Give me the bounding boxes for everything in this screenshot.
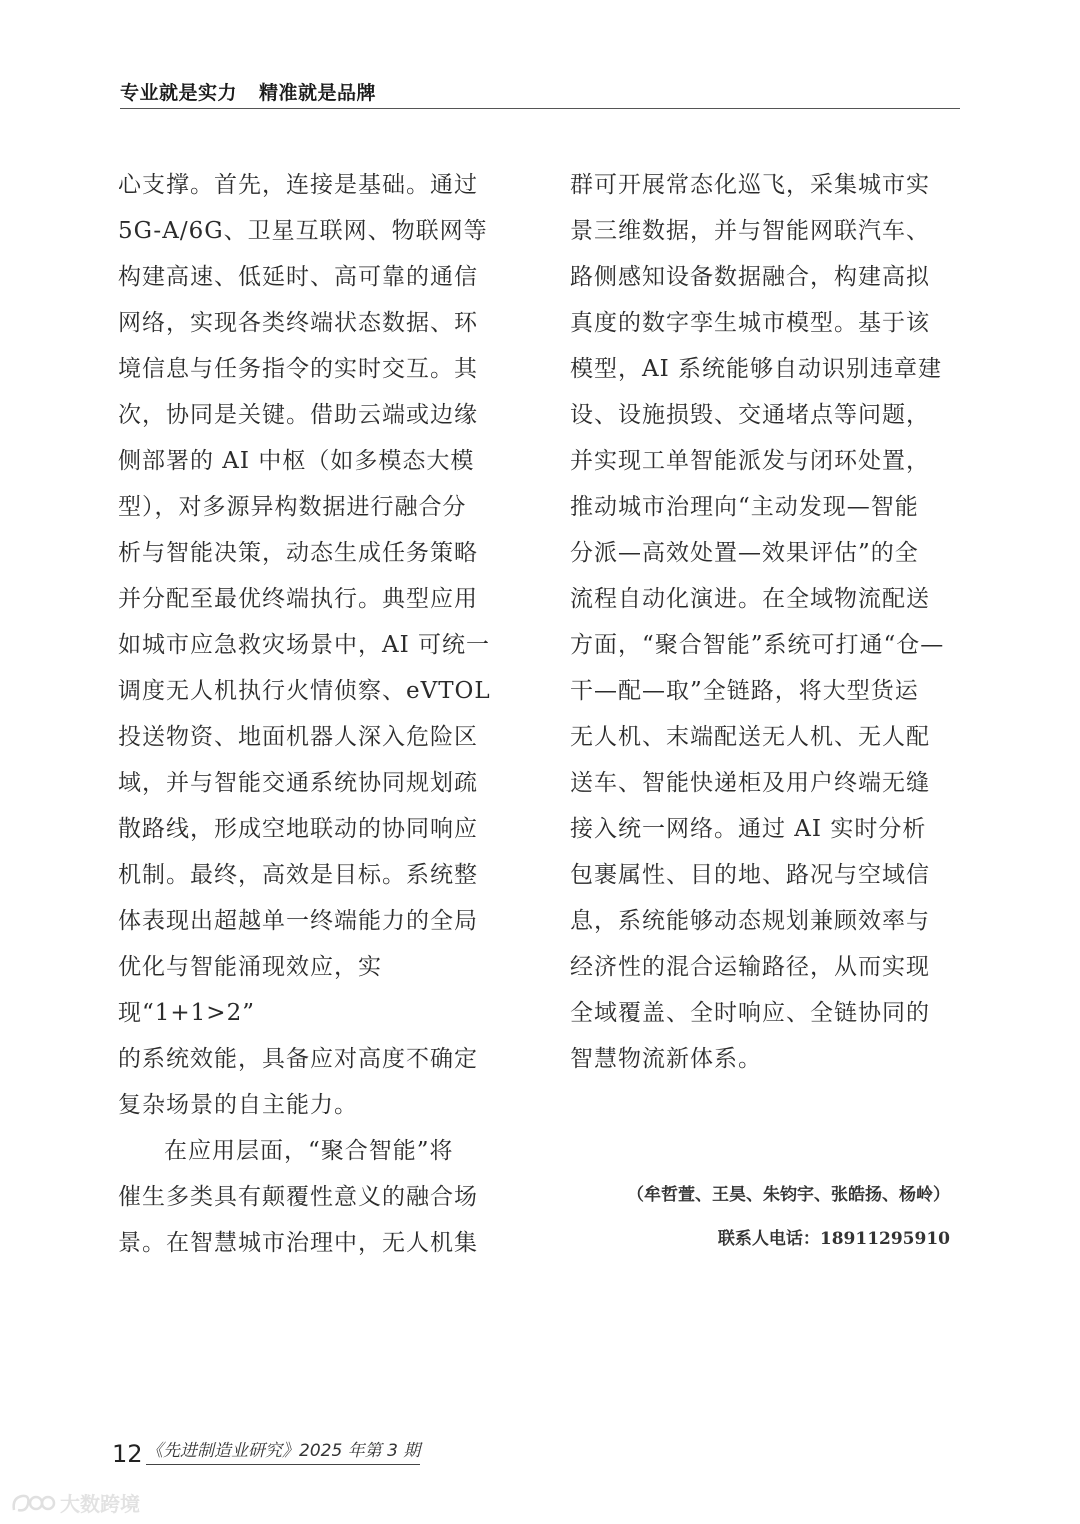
running-header [120, 78, 376, 105]
left_column.lines-line: 型），对多源异构数据进行融合分 [118, 494, 467, 520]
right-paragraph-1 [570, 162, 962, 1082]
header-rule [120, 108, 960, 109]
left_column.lines-line: 体表现出超越单一终端能力的全局 [118, 908, 478, 934]
left-paragraph-2 [118, 1128, 510, 1266]
right_column.lines-line: 流程自动化演进。在全域物流配送 [570, 586, 930, 612]
watermark-logo-icon [10, 1490, 56, 1516]
right_column.lines-line: 干—配—取”全链路，将大型货运 [570, 678, 919, 704]
right_column.lines-line: 息，系统能够动态规划兼顾效率与 [570, 908, 930, 934]
watermark [10, 1488, 140, 1517]
left-paragraph-1 [118, 162, 510, 1128]
left_column.lines-line: 机制。最终，高效是目标。系统整 [118, 862, 478, 888]
left_column.lines-line: 构建高速、低延时、高可靠的通信 [118, 264, 478, 290]
right_column.lines-line: 真度的数字孪生城市模型。基于该 [570, 310, 930, 336]
left_column.lines-line: 析与智能决策，动态生成任务策略 [118, 540, 478, 566]
left_column.lines-line: 的系统效能，具备应对高度不确定 [118, 1046, 478, 1072]
right_column.lines-line: 景三维数据，并与智能网联汽车、 [570, 218, 930, 244]
header-slogan-left: 专业就是实力 [120, 82, 238, 104]
left-column [118, 162, 510, 1266]
left_column.lines-line: 境信息与任务指令的实时交互。其 [118, 356, 478, 382]
left_column.lines-line: 网络，实现各类终端状态数据、环 [118, 310, 478, 336]
left_column.lines-line: 侧部署的 AI 中枢（如多模态大模 [118, 448, 475, 474]
right_column.lines-line: 接入统一网络。通过 AI 实时分析 [570, 816, 927, 842]
left_column.lines-line: 投送物资、地面机器人深入危险区 [118, 724, 478, 750]
right_column.lines-line: 路侧感知设备数据融合，构建高拟 [570, 264, 930, 290]
journal-issue: 《先进制造业研究》2025 年第 3 期 [146, 1436, 420, 1465]
right_column.lines-line: 经济性的混合运输路径，从而实现 [570, 954, 930, 980]
right_column.lines-line: 方面，“聚合智能”系统可打通“仓— [570, 632, 945, 658]
author-signature: （牟哲萱、王昊、朱钧宇、张皓扬、杨岭） [627, 1185, 950, 1205]
watermark-text: 大数跨境 [60, 1492, 140, 1516]
left_column.lines-line: 散路线，形成空地联动的协同响应 [118, 816, 478, 842]
left_column.lines-line: 5G-A/6G、卫星互联网、物联网等 [118, 218, 488, 244]
right_column.lines-line: 设、设施损毁、交通堵点等问题， [570, 402, 930, 428]
right-column [570, 162, 962, 1082]
left_column.paragraph2_lines-line: 催生多类具有颠覆性意义的融合场 [118, 1184, 478, 1210]
right_column.lines-line: 推动城市治理向“主动发现—智能 [570, 494, 919, 520]
right_column.lines-line: 送车、智能快递柜及用户终端无缝 [570, 770, 930, 796]
right_column.lines-line: 分派—高效处置—效果评估”的全 [570, 540, 919, 566]
right_column.lines-line: 模型，AI 系统能够自动识别违章建 [570, 356, 943, 382]
left_column.lines-line: 并分配至最优终端执行。典型应用 [118, 586, 478, 612]
contact-phone: 联系人电话：18911295910 [717, 1229, 950, 1249]
left_column.paragraph2_lines-line: 在应用层面，“聚合智能”将 [164, 1138, 454, 1164]
right_column.lines-line: 群可开展常态化巡飞，采集城市实 [570, 172, 930, 198]
right_column.lines-line: 包裹属性、目的地、路况与空域信 [570, 862, 930, 888]
header-slogan-right: 精准就是品牌 [259, 82, 377, 104]
left_column.lines-line: 如城市应急救灾场景中，AI 可统一 [118, 632, 491, 658]
left_column.lines-line: 次，协同是关键。借助云端或边缘 [118, 402, 478, 428]
left_column.lines-line: 优化与智能涌现效应，实现“1+1>2” [118, 954, 382, 1026]
left_column.lines-line: 复杂场景的自主能力。 [118, 1092, 358, 1118]
left_column.lines-line: 调度无人机执行火情侦察、eVTOL [118, 678, 491, 704]
right_column.lines-line: 并实现工单智能派发与闭环处置， [570, 448, 930, 474]
right_column.lines-line: 全域覆盖、全时响应、全链协同的 [570, 1000, 930, 1026]
left_column.paragraph2_lines-line: 景。在智慧城市治理中，无人机集 [118, 1230, 478, 1256]
left_column.lines-line: 心支撑。首先，连接是基础。通过 [118, 172, 478, 198]
left_column.lines-line: 域，并与智能交通系统协同规划疏 [118, 770, 478, 796]
page-number: 12 [112, 1440, 143, 1468]
right_column.lines-line: 无人机、末端配送无人机、无人配 [570, 724, 930, 750]
right_column.lines-line: 智慧物流新体系。 [570, 1046, 762, 1072]
